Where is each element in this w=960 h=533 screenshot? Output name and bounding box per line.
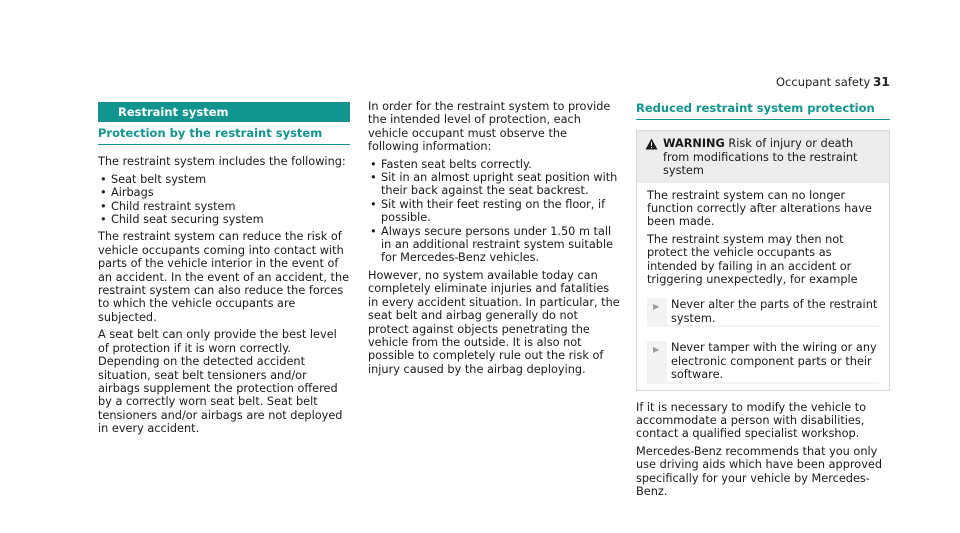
warning-body	[637, 183, 889, 390]
restraint-components-list	[98, 173, 350, 227]
warning-label: WARNING	[663, 137, 725, 151]
warning-paragraph: The restraint system can no longer function correctly after alterations have been made.	[647, 188, 872, 229]
column-left	[98, 100, 350, 440]
instruction-step	[647, 341, 879, 383]
instruction-text: Never tamper with the wiring or any electronic component parts or their software.	[667, 341, 879, 381]
paragraph: Mercedes-Benz recommends that you only use driving aids which have been approved specifically for your vehicle by Mercedes-Benz.	[636, 444, 883, 498]
list-item: • Seat belt system	[98, 173, 350, 186]
column-middle	[368, 100, 620, 380]
list-item: • Airbags	[98, 186, 350, 199]
occupant-guidelines-list	[368, 158, 620, 265]
intro-text: The restraint system includes the following:	[98, 155, 346, 169]
warning-triangle-icon	[645, 138, 663, 177]
play-arrow-icon: ▶	[653, 345, 660, 355]
warning-title: Risk of injury or death from modifications to the restraint system	[663, 137, 858, 178]
play-arrow-icon: ▶	[653, 302, 660, 312]
intro-text: In order for the restraint system to provide the intended level of protection, each vehicle occupant must observe the following information:	[368, 100, 611, 154]
paragraph: The restraint system can reduce the risk of vehicle occupants coming into contact with parts of the vehicle interior in the event of an accident. In the event of an accident, the restraint system can also reduce the forces to which the vehicle occupants are subjected.	[98, 230, 350, 324]
paragraph: However, no system available today can completely eliminate injuries and fatalities in every accident situation. In particular, the seat belt and airbag generally do not protect against objects penetrating the vehicle from the outside. It is also not possible to completely rule out the risk of injury caused by the airbag deploying.	[368, 268, 620, 376]
list-item: • Always secure persons under 1.50 m tall in an additional restraint system suitable for Mercedes-Benz vehicles.	[368, 225, 620, 265]
page-header-title: Occupant safety	[776, 75, 871, 89]
paragraph: If it is necessary to modify the vehicle to accommodate a person with disabilities, contact a qualified specialist workshop.	[636, 400, 867, 441]
warning-box	[636, 130, 890, 390]
list-item: • Sit with their feet resting on the floor, if possible.	[368, 198, 620, 225]
section-banner: Restraint system	[98, 102, 350, 122]
list-item: • Child restraint system	[98, 200, 350, 213]
section-subheading: Reduced restraint system protection	[636, 102, 890, 120]
section-subheading: Protection by the restraint system	[98, 127, 350, 145]
list-item: • Fasten seat belts correctly.	[368, 158, 620, 171]
warning-paragraph: The restraint system may then not protect the vehicle occupants as intended by failing in an accident or triggering unexpectedly, for example	[647, 232, 858, 287]
instruction-text: Never alter the parts of the restraint system.	[667, 298, 879, 325]
column-right	[636, 100, 890, 502]
list-item: • Child seat securing system	[98, 213, 350, 226]
list-item: • Sit in an almost upright seat position with their back against the seat backrest.	[368, 171, 620, 198]
warning-header	[637, 131, 889, 182]
instruction-step	[647, 298, 879, 327]
paragraph: A seat belt can only provide the best level of protection if it is worn correctly. Depending on the detected accident situation, seat belt tensioners and/or airbags supplement the protection offered by a correctly worn seat belt. Seat belt tensioners and/or airbags are not deployed in every accident.	[98, 328, 343, 436]
page-number: 31	[873, 75, 890, 89]
